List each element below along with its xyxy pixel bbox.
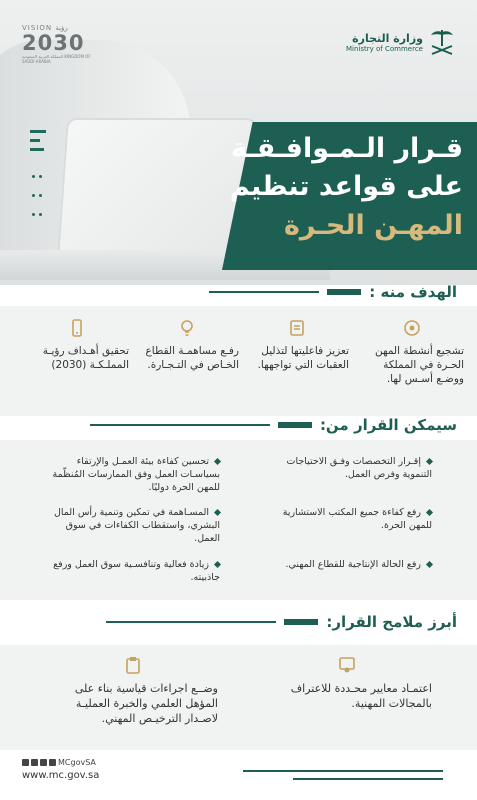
instagram-icon[interactable]	[40, 759, 47, 766]
target-icon	[402, 318, 422, 338]
benefit-item: إقـرار التخصصات وفـق الاحتياجات التنموية وفرص العمل.	[286, 456, 432, 480]
goal-item: تشجيع أنشطة المهن الحـرة في المملكة ووضـع أسـس لها.	[360, 318, 464, 386]
benefit-item: زيادة فعالية وتنافسـية سوق العمل ورفع جاذبيته.	[53, 559, 220, 583]
laptop-illustration	[57, 118, 257, 258]
twitter-icon[interactable]	[22, 759, 29, 766]
palm-swords-emblem-icon	[429, 26, 455, 58]
decorative-bars	[30, 130, 46, 157]
clipboard-icon	[123, 655, 143, 675]
decorative-dots	[30, 165, 48, 222]
benefit-item: رفع كفاءة جميع المكتب الاستشارية للمهن الحرة.	[282, 507, 432, 531]
bullet-icon	[426, 509, 433, 516]
feature-item: وضــع اجراءات قياسية بناء على المؤهل العلمي والخبرة العمليـة لاصـدار الترخيـص المهني.	[48, 655, 218, 726]
footer-decorative-lines	[243, 770, 463, 786]
bullet-icon	[426, 561, 433, 568]
phone-icon	[67, 318, 87, 338]
document-icon	[287, 318, 307, 338]
social-handle[interactable]: MCgovSA	[58, 758, 96, 767]
hero-banner	[0, 0, 477, 285]
certificate-icon	[337, 655, 357, 675]
benefit-item: رفع الحالة الإنتاجية للقطاع المهني.	[262, 558, 432, 571]
social-links	[22, 758, 222, 767]
benefit-item: المسـاهمة في تمكين وتنمية رأس المال البشري، واستقطاب الكفاءات في سوق العمل.	[53, 507, 220, 544]
goal-item: رفـع مساهمـة القطاع الخـاص في التـجـارة.	[135, 318, 239, 372]
bullet-icon	[426, 458, 433, 465]
ministry-logo	[325, 22, 455, 62]
benefit-item: تحسين كفاءة بيئة العمـل والإرتقاء بسياسـات العمل وفق الممارسات المُنظّمة للمهن الحرة دوليًا.	[52, 456, 220, 493]
ministry-name-ar: وزارة التجارة	[352, 31, 423, 45]
page-title: قـرار الـمـوافـقـة على قواعد تنظيم المهـن الحـرة	[229, 133, 463, 241]
website-link[interactable]: www.mc.gov.sa	[22, 770, 100, 781]
bulb-icon	[177, 318, 197, 338]
feature-item: اعتمـاد معايير محـددة للاعتراف بالمجالات المهنية.	[262, 655, 432, 711]
goals-heading: الهدف منه :	[209, 281, 457, 303]
bullet-icon	[214, 561, 221, 568]
ministry-name-en: Ministry of Commerce	[346, 44, 423, 53]
bullet-icon	[214, 458, 221, 465]
features-heading: أبرز ملامح القرار:	[106, 611, 457, 633]
goal-item: تعزيز فاعليتها لتذليل العقبات التي تواجهها.	[245, 318, 349, 372]
youtube-icon[interactable]	[49, 759, 56, 766]
footer	[22, 758, 222, 781]
goal-item: تحقيق أهـداف رؤيـة المملـكـة (2030)	[25, 318, 129, 372]
benefits-heading: سيمكن القرار من:	[90, 414, 457, 436]
vision-2030-logo: VISION رؤية 2030 المملكة العربية السعودية KINGDOM OF SAUDI ARABIA	[22, 24, 91, 64]
bullet-icon	[214, 509, 221, 516]
facebook-icon[interactable]	[31, 759, 38, 766]
